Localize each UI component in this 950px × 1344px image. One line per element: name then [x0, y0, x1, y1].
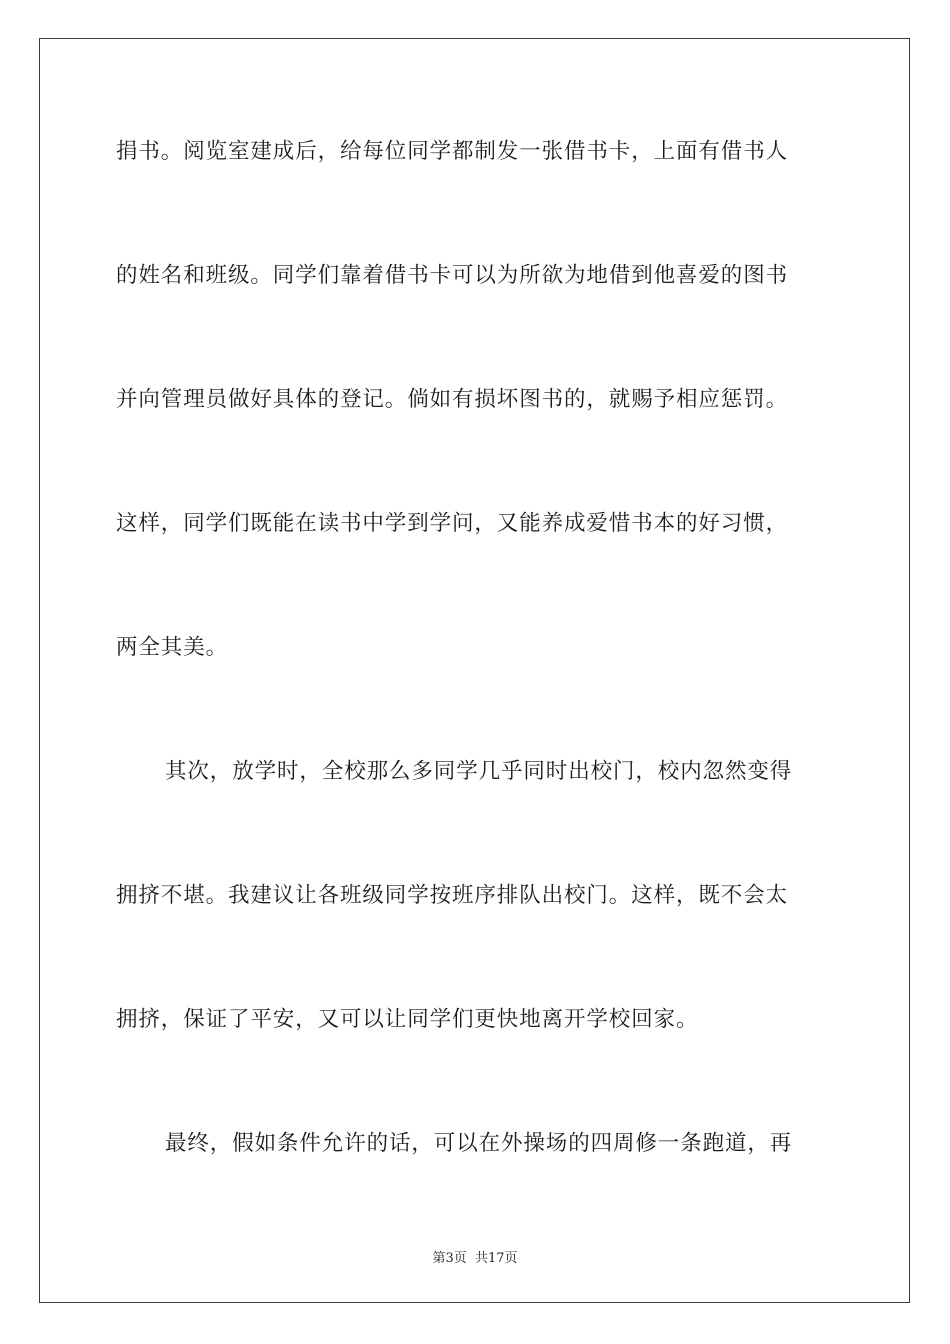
total-pages: 共17页: [474, 1251, 518, 1266]
paragraph-line: 的姓名和班级。同学们靠着借书卡可以为所欲为地借到他喜爱的图书: [116, 263, 789, 288]
paragraph-line: 捐书。阅览室建成后，给每位同学都制发一张借书卡，上面有借书人: [116, 139, 789, 164]
page-footer: [0, 1247, 950, 1266]
paragraph-line: 拥挤不堪。我建议让各班级同学按班序排队出校门。这样，既不会太: [116, 883, 789, 908]
page-number: 第3页: [432, 1251, 467, 1266]
paragraph-line: 拥挤，保证了平安，又可以让同学们更快地离开学校回家。: [116, 1007, 699, 1032]
paragraph-line: 两全其美。: [116, 635, 229, 660]
paragraph-line: 并向管理员做好具体的登记。倘如有损坏图书的，就赐予相应惩罚。: [116, 387, 789, 412]
paragraph-line: 其次，放学时，全校那么多同学几乎同时出校门，校内忽然变得: [165, 759, 793, 784]
paragraph-line: 最终，假如条件允许的话，可以在外操场的四周修一条跑道，再: [165, 1131, 793, 1156]
page-frame: [39, 38, 910, 1303]
paragraph-line: 这样，同学们既能在读书中学到学问，又能养成爱惜书本的好习惯，: [116, 511, 789, 536]
